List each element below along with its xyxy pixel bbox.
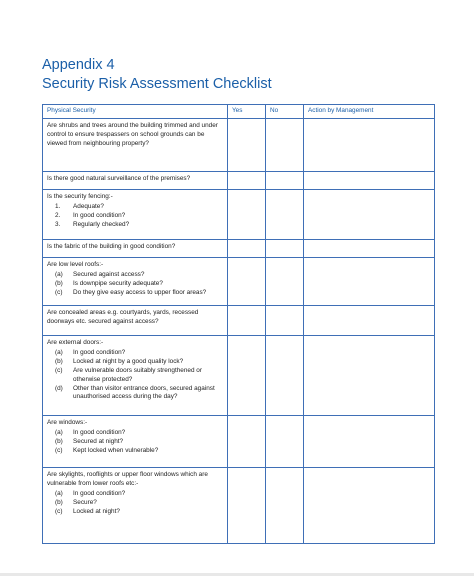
header-no: No [266, 105, 304, 119]
list-marker: 3. [55, 220, 61, 228]
yes-cell[interactable] [228, 119, 266, 172]
list-marker: (b) [55, 498, 63, 506]
list-item [47, 438, 223, 447]
sub-item-list [47, 271, 223, 298]
list-item-text: Kept locked when vulnerable? [73, 446, 159, 454]
list-item [47, 289, 223, 298]
table-row [43, 468, 435, 544]
question-cell [43, 119, 228, 172]
list-marker: (d) [55, 384, 63, 392]
appendix-label: Appendix 4 [42, 57, 115, 73]
list-item [47, 508, 223, 517]
question-cell [43, 336, 228, 416]
list-item [47, 271, 223, 280]
question-text: Is the security fencing:- [47, 193, 113, 200]
list-item-text: Regularly checked? [73, 220, 130, 228]
table-row [43, 258, 435, 306]
list-item [47, 280, 223, 289]
yes-cell[interactable] [228, 190, 266, 240]
no-cell[interactable] [266, 306, 304, 336]
table-row [43, 416, 435, 468]
table-row [43, 306, 435, 336]
no-cell[interactable] [266, 336, 304, 416]
list-item-text: Adequate? [73, 202, 104, 210]
list-marker: (a) [55, 489, 63, 497]
list-marker: (c) [55, 446, 63, 454]
list-item-text: Do they give easy access to upper floor areas? [73, 288, 207, 296]
question-cell [43, 258, 228, 306]
question-text: Are skylights, rooflights or upper floor windows which are vulnerable from lower roofs etc:- [47, 471, 208, 487]
question-cell [43, 416, 228, 468]
question-cell [43, 306, 228, 336]
list-item [47, 358, 223, 367]
no-cell[interactable] [266, 258, 304, 306]
list-item-text: Secure? [73, 498, 97, 506]
list-marker: 1. [55, 202, 61, 210]
question-cell [43, 172, 228, 190]
table-row [43, 172, 435, 190]
question-text: Is the fabric of the building in good condition? [47, 243, 176, 250]
table-header-row [43, 105, 435, 119]
action-cell[interactable] [304, 190, 435, 240]
header-action-by-management: Action by Management [304, 105, 435, 119]
list-item-text: Is downpipe security adequate? [73, 279, 163, 287]
list-item-text: Other than visitor entrance doors, secured against unauthorised access during the day? [73, 384, 215, 401]
yes-cell[interactable] [228, 258, 266, 306]
sub-item-list [47, 490, 223, 517]
title-block [42, 56, 272, 94]
list-item-text: Secured against access? [73, 270, 145, 278]
list-item-text: Are vulnerable doors suitably strengthened or otherwise protected? [73, 366, 202, 383]
list-item [47, 367, 223, 385]
question-text: Are shrubs and trees around the building trimmed and under control to ensure trespassers on school grounds can be viewed from neighbouring property? [47, 122, 218, 147]
no-cell[interactable] [266, 468, 304, 544]
list-marker: (b) [55, 357, 63, 365]
list-item [47, 385, 223, 403]
list-item-text: In good condition? [73, 211, 126, 219]
table-row [43, 119, 435, 172]
question-text: Are windows:- [47, 419, 88, 426]
table-row [43, 336, 435, 416]
yes-cell[interactable] [228, 468, 266, 544]
list-item [47, 499, 223, 508]
action-cell[interactable] [304, 336, 435, 416]
yes-cell[interactable] [228, 306, 266, 336]
question-text: Are external doors:- [47, 339, 104, 346]
question-cell [43, 240, 228, 258]
table-row [43, 240, 435, 258]
list-item [47, 203, 223, 212]
list-item-text: Locked at night by a good quality lock? [73, 357, 184, 365]
list-marker: (a) [55, 270, 63, 278]
list-item-text: Secured at night? [73, 437, 124, 445]
action-cell[interactable] [304, 306, 435, 336]
sub-item-list [47, 429, 223, 456]
list-marker: (c) [55, 507, 63, 515]
sub-item-list [47, 349, 223, 402]
yes-cell[interactable] [228, 336, 266, 416]
yes-cell[interactable] [228, 240, 266, 258]
list-item-text: In good condition? [73, 428, 126, 436]
no-cell[interactable] [266, 240, 304, 258]
list-item [47, 429, 223, 438]
yes-cell[interactable] [228, 172, 266, 190]
action-cell[interactable] [304, 258, 435, 306]
action-cell[interactable] [304, 416, 435, 468]
list-item [47, 349, 223, 358]
checklist-body [43, 119, 435, 544]
action-cell[interactable] [304, 240, 435, 258]
list-marker: (b) [55, 279, 63, 287]
list-item [47, 490, 223, 499]
action-cell[interactable] [304, 119, 435, 172]
yes-cell[interactable] [228, 416, 266, 468]
page-title: Security Risk Assessment Checklist [42, 76, 272, 92]
checklist-table [42, 104, 435, 544]
list-marker: 2. [55, 211, 61, 219]
list-item [47, 447, 223, 456]
action-cell[interactable] [304, 172, 435, 190]
action-cell[interactable] [304, 468, 435, 544]
no-cell[interactable] [266, 416, 304, 468]
list-marker: (a) [55, 428, 63, 436]
list-item [47, 212, 223, 221]
question-text: Are low level roofs:- [47, 261, 104, 268]
list-marker: (a) [55, 348, 63, 356]
list-item-text: Locked at night? [73, 507, 120, 515]
header-yes: Yes [228, 105, 266, 119]
question-cell [43, 190, 228, 240]
sub-item-list [47, 203, 223, 230]
list-marker: (c) [55, 288, 63, 296]
no-cell[interactable] [266, 172, 304, 190]
list-marker: (c) [55, 366, 63, 374]
list-item-text: In good condition? [73, 489, 126, 497]
no-cell[interactable] [266, 119, 304, 172]
list-item [47, 221, 223, 230]
question-text: Are concealed areas e.g. courtyards, yards, recessed doorways etc. secured against access? [47, 309, 199, 325]
list-marker: (b) [55, 437, 63, 445]
header-physical-security: Physical Security [43, 105, 228, 119]
question-text: Is there good natural surveillance of the premises? [47, 175, 191, 182]
list-item-text: In good condition? [73, 348, 126, 356]
question-cell [43, 468, 228, 544]
table-row [43, 190, 435, 240]
no-cell[interactable] [266, 190, 304, 240]
